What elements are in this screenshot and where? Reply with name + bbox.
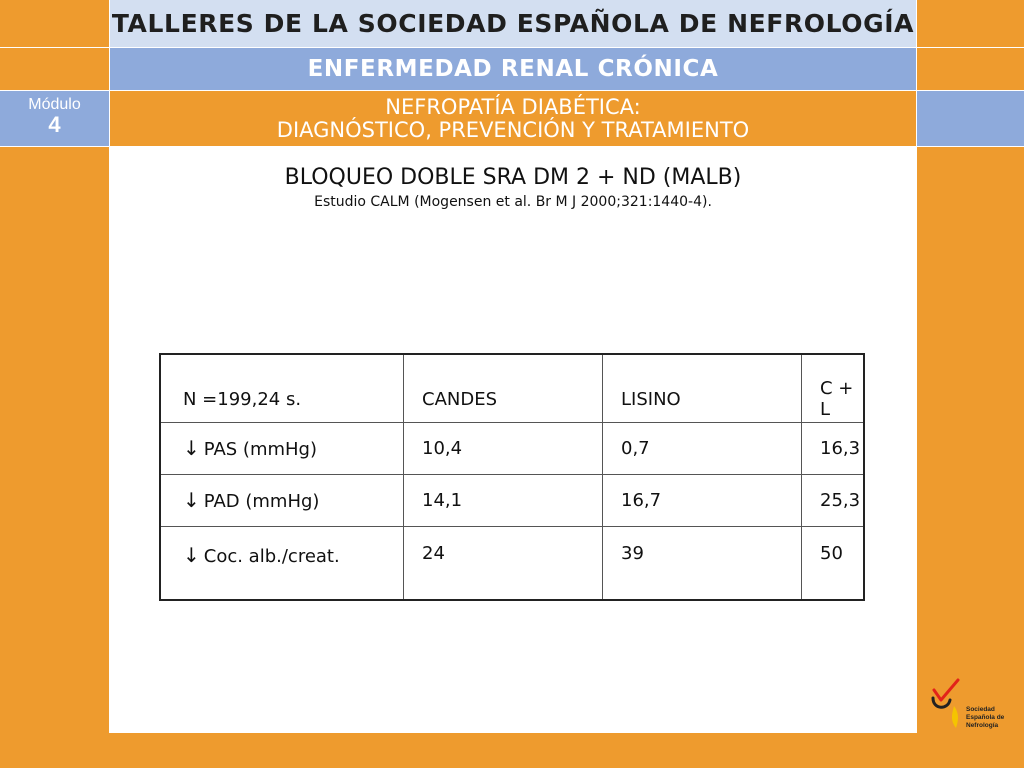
- table-row: [160, 422, 864, 474]
- page-title: TALLERES DE LA SOCIEDAD ESPAÑOLA DE NEFROLOGÍA: [111, 9, 915, 38]
- table-cell: 10,4: [404, 422, 603, 474]
- table-header-cell: N =199,24 s.: [160, 354, 404, 422]
- topic-title: [110, 93, 916, 145]
- table-cell: 25,3: [802, 474, 865, 526]
- table-cell: 24: [404, 526, 603, 600]
- logo-line: Sociedad: [966, 706, 995, 713]
- table-header-cell: LISINO: [603, 354, 802, 422]
- section-title: ENFERMEDAD RENAL CRÓNICA: [307, 56, 719, 82]
- arrow-down-icon: ↓: [183, 488, 200, 512]
- slide-title: BLOQUEO DOBLE SRA DM 2 + ND (MALB): [284, 165, 742, 190]
- table-row-label: [160, 526, 404, 600]
- modulo-label: Módulo: [28, 96, 81, 113]
- table-cell: 14,1: [404, 474, 603, 526]
- table-cell: 16,3: [802, 422, 865, 474]
- separator-line: [916, 0, 917, 733]
- table-row: [160, 474, 864, 526]
- logo-text: [966, 706, 1024, 730]
- topic-line-1: NEFROPATÍA DIABÉTICA:: [385, 95, 641, 119]
- table-cell: 50: [802, 526, 865, 600]
- logo-line: Española de: [966, 714, 1005, 721]
- header-band-topic-right: [917, 91, 1024, 146]
- topic-line-2: DIAGNÓSTICO, PREVENCIÓN Y TRATAMIENTO: [276, 118, 750, 142]
- table-cell: 16,7: [603, 474, 802, 526]
- table-header-row: [160, 354, 864, 422]
- separator-line: [0, 90, 1024, 91]
- row-label-text: PAS (mmHg): [203, 439, 318, 460]
- results-table: [159, 353, 865, 601]
- row-label-text: Coc. alb./creat.: [203, 545, 340, 567]
- arrow-down-icon: ↓: [183, 542, 200, 567]
- table-row-label: [160, 474, 404, 526]
- table-row: [160, 526, 864, 600]
- logo-line: Nefrología: [966, 722, 999, 729]
- table-header-cell: C + L: [802, 354, 865, 422]
- modulo-number: 4: [48, 112, 61, 137]
- row-label-text: PAD (mmHg): [203, 491, 320, 512]
- table-row-label: [160, 422, 404, 474]
- table-cell: 0,7: [603, 422, 802, 474]
- slide-subtitle: Estudio CALM (Mogensen et al. Br M J 2000;321:1440-4).: [314, 194, 712, 210]
- table-cell: 39: [603, 526, 802, 600]
- arrow-down-icon: ↓: [183, 436, 200, 460]
- sociedad-logo-icon: [930, 676, 960, 730]
- table-header-cell: CANDES: [404, 354, 603, 422]
